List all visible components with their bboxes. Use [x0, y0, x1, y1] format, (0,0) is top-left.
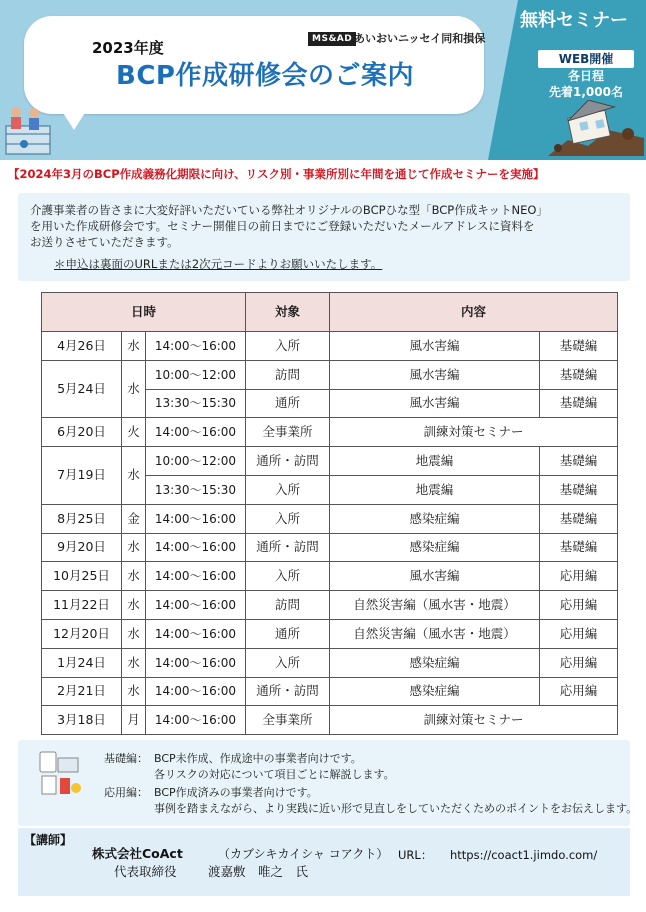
- schedule-note-line-2: 先着1,000名: [549, 85, 623, 99]
- extinguisher-shape: [60, 778, 70, 794]
- cell-day: 水: [122, 591, 146, 620]
- table-row: [42, 504, 618, 533]
- cell-time: 14:00～16:00: [146, 591, 246, 620]
- lecturer-name: 渡嘉敷 唯之 氏: [208, 864, 309, 879]
- cell-day: 水: [122, 360, 146, 418]
- url-label: URL：: [398, 848, 433, 862]
- company-logo: MS&AD: [308, 32, 356, 46]
- cell-date: 2月21日: [42, 677, 122, 706]
- lecturer-title: 代表取締役: [114, 864, 177, 879]
- cell-time: 14:00～16:00: [146, 418, 246, 447]
- box-shape: [58, 758, 78, 772]
- table-row: [42, 447, 618, 476]
- cell-content: 感染症編: [330, 677, 540, 706]
- cell-target: 訪問: [246, 591, 330, 620]
- company-url-link[interactable]: https://coact1.jimdo.com/: [450, 848, 598, 862]
- lecturer-box: [18, 828, 630, 896]
- table-header-row: [42, 293, 618, 332]
- cell-target: 全事業所: [246, 418, 330, 447]
- cell-content: 自然災害編（風水害・地震）: [330, 619, 540, 648]
- headline: 【2024年3月のBCP作成義務化期限に向け、リスク別・事業所別に年間を通じて作成セミナーを実施】: [8, 167, 545, 181]
- cell-day: 水: [122, 332, 146, 361]
- cell-day: 水: [122, 533, 146, 562]
- fence: [6, 126, 50, 154]
- cell-day: 火: [122, 418, 146, 447]
- cell-target: 全事業所: [246, 706, 330, 735]
- can-shape: [71, 783, 81, 793]
- advanced-line-2: 事例を踏まえながら、より実践に近い形で見直しをしていただくためのポイントをお伝えします。: [154, 802, 638, 815]
- cell-date: 7月19日: [42, 447, 122, 505]
- cell-content: 感染症編: [330, 504, 540, 533]
- person-head: [29, 108, 39, 118]
- table-row: [42, 360, 618, 389]
- cell-level: 応用編: [540, 591, 618, 620]
- cell-date: 10月25日: [42, 562, 122, 591]
- bubble-tail: [60, 108, 88, 130]
- cell-level: 基礎編: [540, 504, 618, 533]
- cell-date: 1月24日: [42, 648, 122, 677]
- cell-level: 基礎編: [540, 447, 618, 476]
- cell-day: 金: [122, 504, 146, 533]
- house-window: [595, 119, 604, 128]
- cell-time: 13:30～15:30: [146, 389, 246, 418]
- advanced-line-1: BCP作成済みの事業者向けです。: [154, 786, 318, 799]
- cell-content: 地震編: [330, 447, 540, 476]
- table-row: [42, 533, 618, 562]
- company-name: あいおいニッセイ同和損保: [354, 32, 486, 45]
- free-seminar-label: 無料セミナー: [520, 10, 628, 31]
- cell-day: 水: [122, 677, 146, 706]
- cell-date: 3月18日: [42, 706, 122, 735]
- table-row: [42, 648, 618, 677]
- cell-day: 水: [122, 619, 146, 648]
- cell-time: 14:00～16:00: [146, 706, 246, 735]
- lecturer-company-kana: （カブシキカイシャ コアクト）: [218, 847, 389, 861]
- table-row: [42, 619, 618, 648]
- cell-date: 5月24日: [42, 360, 122, 418]
- cell-time: 13:30～15:30: [146, 475, 246, 504]
- supplies-icon: [38, 748, 82, 798]
- cell-time: 14:00～16:00: [146, 562, 246, 591]
- capacity-note: [528, 68, 644, 100]
- schedule-table: [41, 292, 618, 735]
- cell-level: 応用編: [540, 619, 618, 648]
- cell-target: 入所: [246, 475, 330, 504]
- cell-day: 水: [122, 562, 146, 591]
- cell-time: 14:00～16:00: [146, 533, 246, 562]
- legend-box: [18, 740, 638, 826]
- cell-content: 訓練対策セミナー: [330, 418, 618, 447]
- table-row: [42, 706, 618, 735]
- cell-time: 14:00～16:00: [146, 504, 246, 533]
- intro-line: お送りさせていただきます。: [30, 235, 179, 249]
- cell-content: 風水害編: [330, 360, 540, 389]
- cell-level: 応用編: [540, 562, 618, 591]
- header-content: 内容: [330, 293, 618, 332]
- person-body: [11, 117, 21, 129]
- web-badge: WEB開催: [538, 50, 634, 68]
- table-row: [42, 591, 618, 620]
- table-row: [42, 562, 618, 591]
- lecturer-company: 株式会社CoAct: [92, 846, 183, 861]
- lecturer-heading: 【講師】: [24, 833, 73, 847]
- cell-level: 基礎編: [540, 533, 618, 562]
- bottle-shape: [40, 752, 56, 772]
- debris: [554, 144, 562, 152]
- header-target: 対象: [246, 293, 330, 332]
- basic-line-2: 各リスクの対応について項目ごとに解説します。: [154, 768, 395, 781]
- cell-target: 入所: [246, 332, 330, 361]
- cell-date: 11月22日: [42, 591, 122, 620]
- cell-level: 基礎編: [540, 475, 618, 504]
- cell-day: 水: [122, 648, 146, 677]
- cell-level: 応用編: [540, 648, 618, 677]
- cell-time: 14:00～16:00: [146, 648, 246, 677]
- house-disaster-illustration: [548, 100, 644, 156]
- cell-level: 応用編: [540, 677, 618, 706]
- table-row: [42, 332, 618, 361]
- cell-target: 通所・訪問: [246, 677, 330, 706]
- table-row: [42, 677, 618, 706]
- intro-line: 介護事業者の皆さまに大変好評いただいている弊社オリジナルのBCPひな型「BCP作成キットNEO」: [30, 203, 548, 217]
- cell-day: 月: [122, 706, 146, 735]
- cell-target: 入所: [246, 504, 330, 533]
- bag-shape: [42, 776, 56, 794]
- year-title: 2023年度: [92, 39, 164, 57]
- cell-target: 通所: [246, 619, 330, 648]
- cell-content: 風水害編: [330, 389, 540, 418]
- header-datetime: 日時: [42, 293, 246, 332]
- cell-content: 風水害編: [330, 562, 540, 591]
- house-window: [579, 121, 588, 130]
- cell-content: 自然災害編（風水害・地震）: [330, 591, 540, 620]
- cell-date: 4月26日: [42, 332, 122, 361]
- intro-line: を用いた作成研修会です。セミナー開催日の前日までにご登録いただいたメールアドレスに資料を: [30, 219, 535, 233]
- cell-level: 基礎編: [540, 360, 618, 389]
- cell-content: 感染症編: [330, 533, 540, 562]
- cell-time: 14:00～16:00: [146, 619, 246, 648]
- cell-date: 8月25日: [42, 504, 122, 533]
- basic-label: 基礎編：: [104, 752, 148, 765]
- cell-target: 入所: [246, 562, 330, 591]
- water-drop: [20, 140, 28, 148]
- cell-time: 14:00～16:00: [146, 677, 246, 706]
- person-head: [11, 107, 21, 117]
- cell-time: 10:00～12:00: [146, 447, 246, 476]
- cell-target: 通所: [246, 389, 330, 418]
- cell-date: 6月20日: [42, 418, 122, 447]
- cell-day: 水: [122, 447, 146, 505]
- debris: [622, 128, 634, 140]
- cell-target: 訪問: [246, 360, 330, 389]
- cell-date: 9月20日: [42, 533, 122, 562]
- advanced-label: 応用編：: [104, 786, 148, 799]
- cell-target: 入所: [246, 648, 330, 677]
- application-note: ＊申込は裏面のURLまたは2次元コードよりお願いいたします。: [54, 257, 383, 271]
- corner-cut: [488, 0, 518, 160]
- cell-content: 風水害編: [330, 332, 540, 361]
- cell-content: 訓練対策セミナー: [330, 706, 618, 735]
- people-illustration: [4, 104, 52, 156]
- intro-box: [18, 193, 630, 281]
- cell-content: 地震編: [330, 475, 540, 504]
- page-title: BCP作成研修会のご案内: [116, 61, 414, 91]
- cell-date: 12月20日: [42, 619, 122, 648]
- cell-time: 14:00～16:00: [146, 332, 246, 361]
- basic-line-1: BCP未作成、作成途中の事業者向けです。: [154, 752, 362, 765]
- cell-content: 感染症編: [330, 648, 540, 677]
- cell-time: 10:00～12:00: [146, 360, 246, 389]
- table-row: [42, 418, 618, 447]
- person-body: [29, 118, 39, 130]
- cell-level: 基礎編: [540, 332, 618, 361]
- cell-target: 通所・訪問: [246, 447, 330, 476]
- cell-target: 通所・訪問: [246, 533, 330, 562]
- schedule-note-line-1: 各日程: [567, 69, 604, 83]
- cell-level: 基礎編: [540, 389, 618, 418]
